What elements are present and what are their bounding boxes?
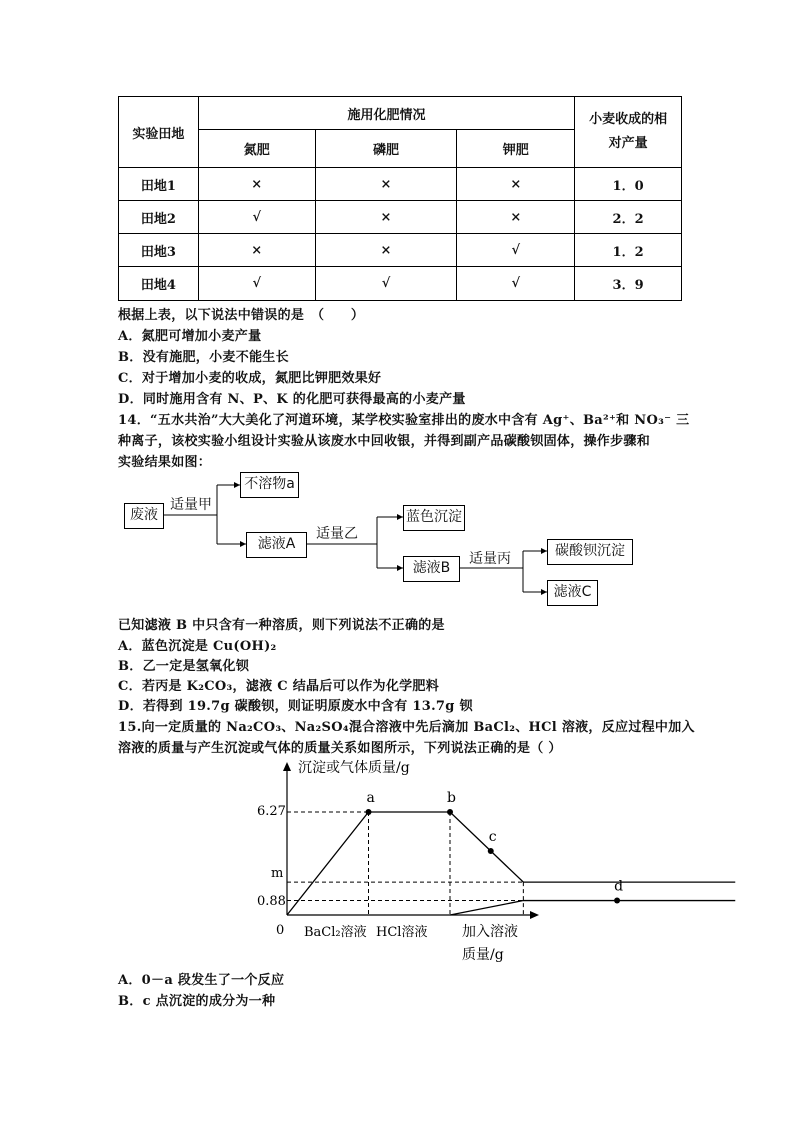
flow-insoluble: 不溶物a [240, 472, 299, 498]
header-yield: 小麦收成的相 对产量 [575, 97, 682, 168]
flow-filtrate-a: 滤液A [246, 532, 307, 558]
flow-baco3: 碳酸钡沉淀 [547, 539, 633, 565]
x-axis-arrow [530, 911, 539, 919]
q15-line2: 溶液的质量与产生沉淀或气体的质量关系如图所示，下列说法正确的是（ ） [118, 741, 562, 756]
x-tick-hcl: HCl溶液 [376, 925, 428, 940]
header-nitrogen: 氮肥 [198, 130, 315, 168]
q13-option-c: C．对于增加小麦的收成，氮肥比钾肥效果好 [118, 371, 382, 386]
header-field: 实验田地 [119, 97, 199, 168]
table-row: 田地1 × × × 1．0 [119, 168, 682, 201]
header-fertilizer: 施用化肥情况 [198, 97, 574, 130]
y-axis-label: 沉淀或气体质量/g [298, 760, 410, 776]
flow-blue-precipitate: 蓝色沉淀 [403, 505, 465, 531]
y-tick-088: 0.88 [257, 894, 286, 909]
table-row: 田地2 √ × × 2．2 [119, 201, 682, 234]
point-c [488, 848, 494, 854]
point-label-a: a [366, 790, 375, 806]
flow-reagent-b: 适量乙 [316, 526, 358, 542]
y-axis-arrow [283, 762, 291, 771]
flow-waste: 废液 [124, 503, 164, 529]
q13-option-a: A．氮肥可增加小麦产量 [118, 329, 262, 344]
q14-line1: 14．“五水共治”大大美化了河道环境，某学校实验室排出的废水中含有 Ag⁺、Ba²⁺和 NO₃⁻ 三 [118, 413, 690, 428]
q14-option-b: B．乙一定是氢氧化钡 [118, 659, 249, 674]
q15-option-a: A．0－a 段发生了一个反应 [118, 973, 285, 988]
q14-option-d: D．若得到 19.7g 碳酸钡，则证明原废水中含有 13.7g 钡 [118, 699, 473, 714]
point-b [447, 809, 453, 815]
q13-option-b: B．没有施肥，小麦不能生长 [118, 350, 289, 365]
flow-reagent-a: 适量甲 [170, 497, 212, 513]
gas-line [450, 901, 735, 915]
flow-filtrate-b: 滤液B [403, 556, 460, 582]
x-axis-label-1: 加入溶液 [462, 924, 518, 940]
q13-option-d: D．同时施用含有 N、P、K 的化肥可获得最高的小麦产量 [118, 392, 466, 407]
q14-stem: 已知滤液 B 中只含有一种溶质，则下列说法不正确的是 [118, 618, 445, 633]
y-tick-m: m [271, 866, 284, 881]
origin-label: 0 [276, 923, 285, 938]
point-label-c: c [488, 828, 497, 845]
point-label-b: b [447, 790, 456, 806]
q14-line3: 实验结果如图： [118, 455, 212, 470]
flow-reagent-c: 适量丙 [469, 551, 511, 567]
header-potassium: 钾肥 [457, 130, 575, 168]
y-tick-627: 6.27 [257, 804, 286, 819]
q14-option-a: A．蓝色沉淀是 Cu(OH)₂ [118, 639, 277, 654]
flow-filtrate-c: 滤液C [547, 580, 598, 606]
header-phosphorus: 磷肥 [315, 130, 457, 168]
q14-option-c: C．若丙是 K₂CO₃，滤液 C 结晶后可以作为化学肥料 [118, 679, 440, 694]
q13-stem: 根据上表，以下说法中错误的是 （ ） [118, 308, 365, 323]
q15-option-b: B．c 点沉淀的成分为一种 [118, 994, 276, 1009]
q15-line1: 15.向一定质量的 Na₂CO₃、Na₂SO₄混合溶液中先后滴加 BaCl₂、HCl 溶液，反应过程中加入 [118, 720, 695, 735]
point-a [366, 809, 372, 815]
table-row: 田地3 × × √ 1．2 [119, 234, 682, 267]
table-row: 田地4 √ √ √ 3．9 [119, 267, 682, 301]
point-label-d: d [614, 878, 624, 895]
q14-line2: 种离子，该校实验小组设计实验从该废水中回收银，并得到副产品碳酸钡固体，操作步骤和 [118, 434, 651, 449]
x-axis-label-2: 质量/g [462, 947, 504, 963]
precipitate-line [287, 812, 735, 915]
x-tick-bacl2: BaCl₂溶液 [304, 925, 367, 940]
point-d [614, 898, 620, 904]
